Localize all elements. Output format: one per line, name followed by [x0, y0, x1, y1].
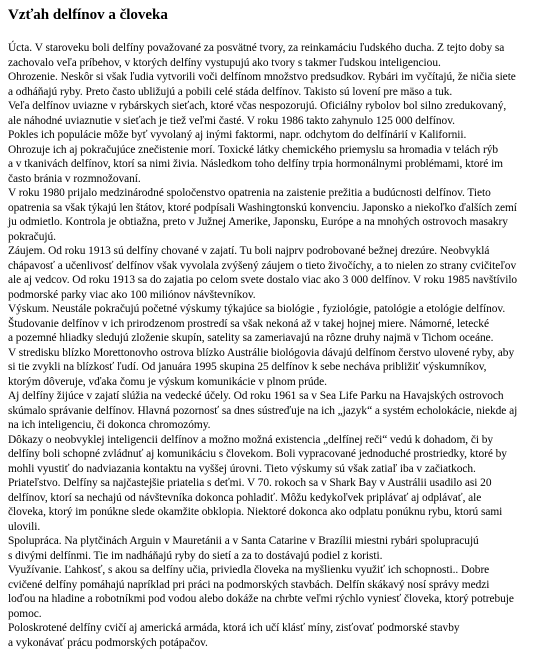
- text-line: pomoc.: [8, 607, 552, 622]
- text-line: chápavosť a učenlivosť delfínov však vyvolala zvýšený záujem o tieto živočíchy, a to nielen zo strany cvičiteľov: [8, 259, 552, 274]
- text-line: Ohrozuje ich aj pokračujúce znečistenie morí. Toxické látky chemického priemyslu sa hromadia v telách rýb: [8, 143, 552, 158]
- text-line: zachovalo veľa príbehov, v ktorých delfíny vystupujú ako tvory s takmer ľudskou inteligenciou.: [8, 56, 552, 71]
- text-line: a v tkanivách delfínov, ktorí sa nimi živia. Následkom toho delfíny trpia hormonálnymi problémami, ktoré im: [8, 157, 552, 172]
- text-line: mohli vyustiť do nadviazania kontaktu na vyššej úrovni. Tieto výskumy sú však zatiaľ iba v začiatkoch.: [8, 462, 552, 477]
- text-line: Priateľstvo. Delfíny sa najčastejšie priatelia s deťmi. V 70. rokoch sa v Shark Bay v Austrálii usadilo asi 20: [8, 476, 552, 491]
- text-line: delfínov, ktorí sa nechajú od návštevníka dokonca pohladiť. Môžu kedykoľvek priplávať aj odplávať, ale: [8, 491, 552, 506]
- text-line: ktorým dôveruje, vďaka čomu je výskum komunikácie v plnom prúde.: [8, 375, 552, 390]
- text-line: cvičené delfíny pomáhajú napríklad pri práci na podmorských stavbách. Delfín skákavý nosí správy medzi: [8, 578, 552, 593]
- text-line: na ich inteligenciu, či dokonca chromozómy.: [8, 418, 552, 433]
- text-line: skúmalo správanie delfínov. Hlavná pozornosť sa dnes sústreďuje na ich „jazyk“ a systém echolokácie, niekde aj: [8, 404, 552, 419]
- text-line: Študovanie delfínov v ich prirodzenom prostredí sa však nekoná až v takej hojnej miere. Námorné, letecké: [8, 317, 552, 332]
- text-line: Poloskrotené delfíny cvičí aj americká armáda, ktorá ich učí klásť míny, zisťovať podmorské stavby: [8, 621, 552, 636]
- text-line: Pokles ich populácie môže byť vyvolaný aj inými faktormi, napr. odchytom do delfínárií v Kalifornii.: [8, 128, 552, 143]
- text-line: podmorské parky viac ako 100 miliónov návštevníkov.: [8, 288, 552, 303]
- document-body: [8, 41, 552, 650]
- text-line: človeka, ktorý im ponúkne slede okamžite obklopia. Niektoré dokonca ako odplatu ponúknu rybu, ktorú sami: [8, 505, 552, 520]
- text-line: opatrenia sa však týkajú len štátov, ktoré podpísali Washingtonskú konvenciu. Japonsko a niekoľko ďalších zemí: [8, 201, 552, 216]
- text-line: Úcta. V staroveku boli delfíny považované za posvätné tvory, za reinkamáciu ľudského ducha. Z tejto doby sa: [8, 41, 552, 56]
- text-line: a odháňajú ryby. Preto často ubližujú a pobili celé stáda delfínov. Takisto sú lovení pre mäso a tuk.: [8, 85, 552, 100]
- text-line: Veľa delfínov uviazne v rybárskych sieťach, ktoré včas nespozorujú. Oficiálny rybolov bol silno zredukovaný,: [8, 99, 552, 114]
- text-line: V stredisku blízko Morettonovho ostrova blízko Austrálie biológovia dávajú delfínom čerstvo ulovené ryby, aby: [8, 346, 552, 361]
- text-line: s divými delfínmi. Tie im nadháňajú ryby do sietí a za to dostávajú podiel z koristi.: [8, 549, 552, 564]
- text-line: ale aj vedcov. Od roku 1913 sa do zajatia po celom svete dostalo viac ako 3 000 delfínov. V roku 1985 navštívilo: [8, 273, 552, 288]
- text-line: Ohrozenie. Neskôr si však ľudia vytvorili voči delfínom množstvo predsudkov. Rybári im vyčítajú, že ničia siete: [8, 70, 552, 85]
- text-line: Záujem. Od roku 1913 sú delfíny chované v zajatí. Tu boli najprv podrobované bežnej drezúre. Neobvyklá: [8, 244, 552, 259]
- text-line: ale náhodné uviaznutie v sieťach je tiež veľmi časté. V roku 1986 takto zahynulo 125 000 delfínov.: [8, 114, 552, 129]
- document-title: Vzťah delfínov a človeka: [8, 6, 552, 24]
- text-line: Spolupráca. Na plytčinách Arguin v Mauretánii a v Santa Catarine v Brazílii miestni rybári spolupracujú: [8, 534, 552, 549]
- text-line: často bránia v rozmnožovaní.: [8, 172, 552, 187]
- text-line: Výskum. Neustále pokračujú početné výskumy týkajúce sa biológie , fyziológie, patológie a etológie delfínov.: [8, 302, 552, 317]
- text-line: Využívanie. Ľahkosť, s akou sa delfíny učia, priviedla človeka na myšlienku využiť ich schopnosti.. Dobre: [8, 563, 552, 578]
- text-line: pokračujú.: [8, 230, 552, 245]
- text-line: V roku 1980 prijalo medzinárodné spoločenstvo opatrenia na zaistenie prežitia a budúcnosti delfínov. Tieto: [8, 186, 552, 201]
- text-line: delfíny boli schopné zvládnuť aj komunikáciu s človekom. Boli vypracované jednoduché prostriedky, ktoré by: [8, 447, 552, 462]
- text-line: ulovili.: [8, 520, 552, 535]
- text-line: a vykonávať prácu podmorských potápačov.: [8, 636, 552, 650]
- text-line: loďou na hladine a robotníkmi pod vodou alebo dokáže na chrbte veľmi rýchlo vyniesť človeka, ktorý potrebuje: [8, 592, 552, 607]
- text-line: Aj delfíny žijúce v zajatí slúžia na vedecké účely. Od roku 1961 sa v Sea Life Parku na Havajských ostrovoch: [8, 389, 552, 404]
- text-line: si tie zvykli na blízkosť ľudí. Od januára 1995 skupina 25 delfínov k sebe necháva približiť výskumníkov,: [8, 360, 552, 375]
- text-line: a pozemné hliadky sledujú zloženie skupín, satelity sa zameriavajú na rôzne druhy najmä v Tichom oceáne.: [8, 331, 552, 346]
- document-page: [8, 6, 552, 650]
- text-line: Dôkazy o neobvyklej inteligencii delfínov a možno možná existencia „delfínej reči“ vedú k dohadom, či by: [8, 433, 552, 448]
- text-line: ju odmietlo. Kontrola je obtiažna, preto v Južnej Amerike, Japonsku, Európe a na mnohých ostrovoch masakry: [8, 215, 552, 230]
